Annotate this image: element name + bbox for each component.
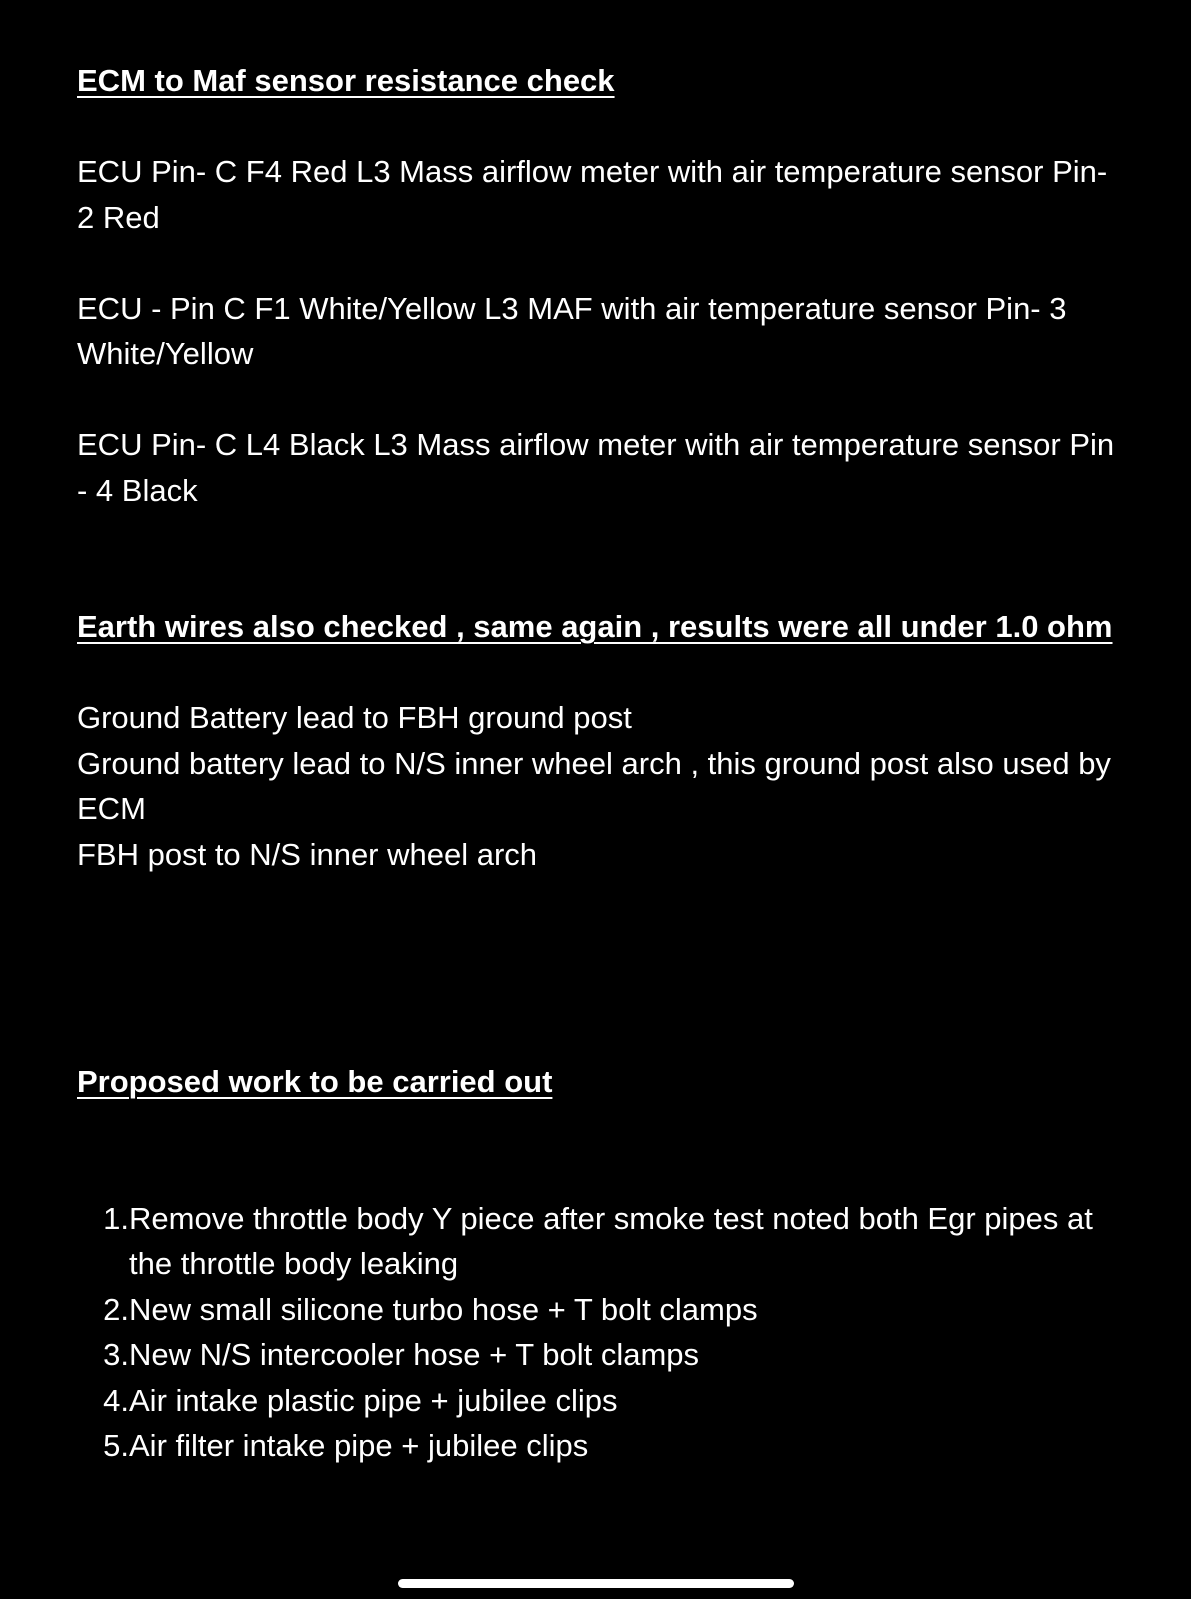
list-item-number: 2.	[103, 1291, 129, 1327]
list-item	[77, 1287, 1122, 1333]
maf-check-paragraph-2: ECU - Pin C F1 White/Yellow L3 MAF with air temperature sensor Pin- 3 White/Yellow	[77, 290, 1067, 371]
list-item-text: Remove throttle body Y piece after smoke test noted both Egr pipes at the throttle body leaking	[129, 1200, 1093, 1281]
maf-check-paragraph-1: ECU Pin- C F4 Red L3 Mass airflow meter with air temperature sensor Pin- 2 Red	[77, 154, 1108, 235]
maf-check-paragraph-3: ECU Pin- C L4 Black L3 Mass airflow meter with air temperature sensor Pin - 4 Black	[77, 427, 1115, 508]
earth-wires-heading: Earth wires also checked , same again , results were all under 1.0 ohm	[77, 609, 1113, 644]
proposed-work-heading: Proposed work to be carried out	[77, 1064, 553, 1099]
earth-wires-line-2: Ground battery lead to N/S inner wheel arch , this ground post also used by ECM	[77, 745, 1111, 826]
note-body[interactable]	[77, 58, 1122, 1469]
earth-wires-line-3: FBH post to N/S inner wheel arch	[77, 836, 538, 872]
list-item-number: 1.	[103, 1200, 129, 1236]
maf-check-heading: ECM to Maf sensor resistance check	[77, 63, 615, 98]
list-item-text: Air intake plastic pipe + jubilee clips	[129, 1382, 618, 1418]
home-indicator[interactable]	[398, 1579, 794, 1588]
list-item-text: New N/S intercooler hose + T bolt clamps	[129, 1337, 700, 1372]
list-item	[77, 1196, 1122, 1287]
list-item	[77, 1378, 1122, 1424]
list-item	[77, 1423, 1122, 1469]
list-item-text: New small silicone turbo hose + T bolt clamps	[129, 1291, 758, 1327]
earth-wires-line-1: Ground Battery lead to FBH ground post	[77, 700, 632, 735]
list-item-text: Air filter intake pipe + jubilee clips	[129, 1428, 589, 1463]
list-item-number: 5.	[103, 1428, 129, 1463]
list-item-number: 3.	[103, 1337, 129, 1372]
list-item-number: 4.	[103, 1382, 129, 1418]
list-item	[77, 1332, 1122, 1378]
proposed-work-list	[77, 1196, 1122, 1469]
